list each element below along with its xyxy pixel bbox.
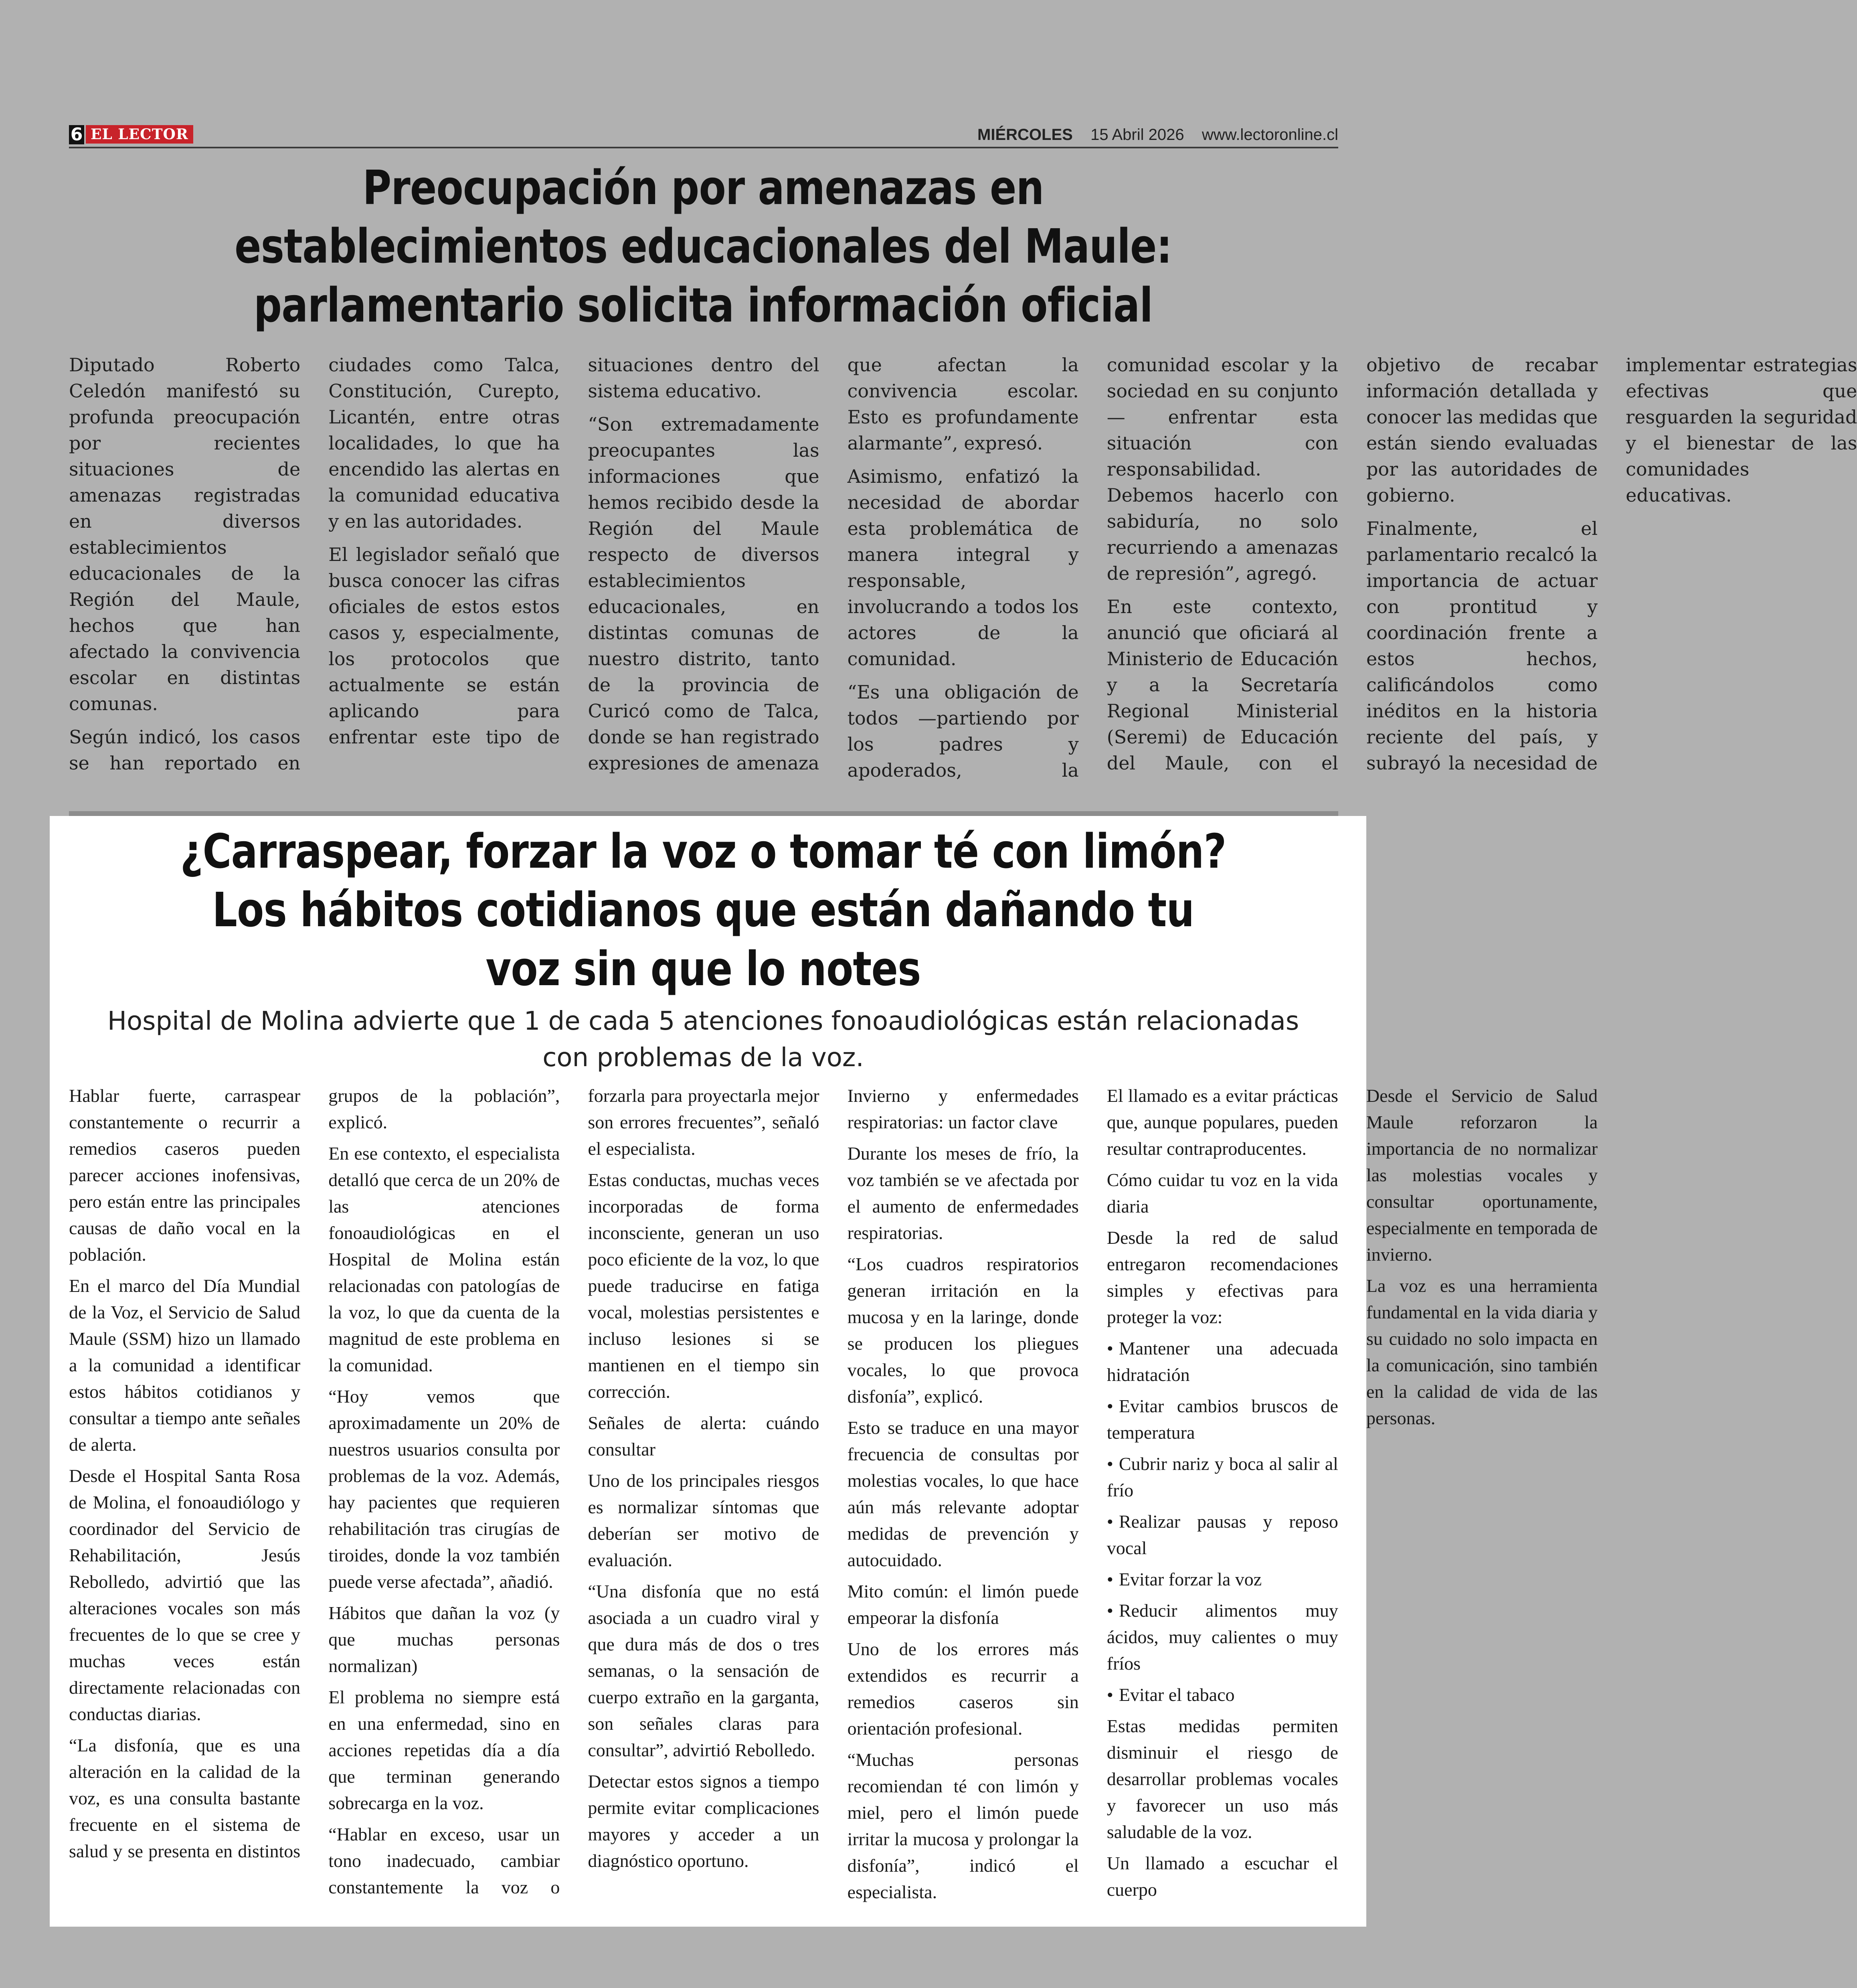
article2-bullet: • Evitar forzar la voz	[1107, 1566, 1338, 1593]
article2-body	[69, 1083, 1598, 1909]
article2-paragraph: El problema no siempre está en una enfermedad, sino en acciones repetidas día a día que terminan generando sobrecarga en la voz.	[328, 1687, 560, 1813]
article2-paragraph: El llamado es a evitar prácticas que, aunque populares, pueden resultar contraproducentes.	[1107, 1085, 1338, 1159]
article2-paragraph: Durante los meses de frío, la voz también se ve afectada por el aumento de enfermedades respiratorias.	[847, 1143, 1079, 1243]
article2-bullet: • Mantener una adecuada hidratación	[1107, 1335, 1338, 1388]
article1-body	[69, 352, 1857, 802]
dateline	[977, 124, 1338, 145]
article2-paragraph: La voz es una herramienta fundamental en la vida diaria y su cuidado no solo impacta en la comunicación, sino también en la calidad de vida de las personas.	[1366, 1275, 1598, 1428]
page-header	[69, 124, 1338, 148]
article2-subheading: Señales de alerta: cuándo consultar	[588, 1413, 819, 1460]
article1-paragraph: Finalmente, el parlamentario recalcó la importancia de actuar con prontitud y coordinación frente a estos hechos, calificándolos como inéditos en la historia reciente del país, y subrayó la necesidad de implementar estrategias efectivas que resguarden la seguridad y el bienestar de las comunidades educativas.	[1366, 354, 1857, 774]
article1-paragraph: “Son extremadamente preocupantes las informaciones que hemos recibido desde la Región del Maule respecto de diversos establecimientos educacionales, en distintas comunas de nuestro distrito, tanto de la provincia de Curicó como de Talca, donde se han registrado expresiones de amenaza que afectan la convivencia escolar. Esto es profundamente alarmante”, expresó.	[588, 354, 1079, 774]
article2-subheading: Un llamado a escuchar el cuerpo	[1107, 1853, 1338, 1900]
section-divider	[69, 811, 1338, 816]
article2-bullet: • Realizar pausas y reposo vocal	[1107, 1508, 1338, 1561]
article2-paragraph: Detectar estos signos a tiempo permite evitar complicaciones mayores y acceder a un diagnóstico oportuno.	[588, 1771, 819, 1871]
article1-paragraph: Según indicó, los casos se han reportado en ciudades como Talca, Constitución, Curepto, Licantén, entre otras localidades, lo que ha encendido las alertas en la comunidad educativa y en las autoridades.	[69, 354, 560, 774]
article2-paragraph: “Muchas personas recomiendan té con limón y miel, pero el limón puede irritar la mucosa y prolongar la disfonía”, indicó el especialista.	[847, 1749, 1079, 1902]
article1-paragraph: El legislador señaló que busca conocer las cifras oficiales de estos estos casos y, especialmente, los protocolos que actualmente se están aplicando para enfrentar este tipo de situaciones dentro del sistema educativo.	[328, 354, 819, 748]
article2-paragraph: Uno de los errores más extendidos es recurrir a remedios caseros sin orientación profesional.	[847, 1639, 1079, 1739]
article1-paragraph: “Es una obligación de todos —partiendo por los padres y apoderados, la comunidad escolar y la sociedad en su conjunto— enfrentar esta situación con responsabilidad. Debemos hacerlo con sabiduría, no solo recurriendo a amenazas de represión”, agregó.	[847, 354, 1338, 781]
article1-paragraph: Diputado Roberto Celedón manifestó su profunda preocupación por recientes situaciones de amenazas registradas en diversos establecimientos educacionales de la Región del Maule, hechos que han afectado la convivencia escolar en distintas comunas.	[69, 354, 301, 715]
article2-paragraph: Desde el Hospital Santa Rosa de Molina, el fonoaudiólogo y coordinador del Servicio de Rehabilitación, Jesús Rebolledo, advirtió que las alteraciones vocales son más frecuentes de lo que se cree y muchas veces están directamente relacionadas con conductas diarias.	[69, 1466, 301, 1724]
article2-bullet: • Reducir alimentos muy ácidos, muy calientes o muy fríos	[1107, 1597, 1338, 1677]
article2-paragraph: “Una disfonía que no está asociada a un cuadro viral y que dura más de dos o tres semanas, o la sensación de cuerpo extraño en la garganta, son señales claras para consultar”, advirtió Rebolledo.	[588, 1581, 819, 1760]
dateline-day: MIÉRCOLES	[977, 126, 1073, 144]
article2-bullet: • Evitar el tabaco	[1107, 1682, 1338, 1708]
article2-paragraph: “Hoy vemos que aproximadamente un 20% de nuestros usuarios consulta por problemas de la voz. Además, hay pacientes que requieren rehabilitación tras cirugías de tiroides, donde la voz también puede verse afectada”, añadió.	[328, 1386, 560, 1592]
article2-paragraph: “Los cuadros respiratorios generan irritación en la mucosa y en la laringe, donde se producen los pliegues vocales, lo que provoca disfonía”, explicó.	[847, 1254, 1079, 1407]
article2-subheading: Cómo cuidar tu voz en la vida diaria	[1107, 1170, 1338, 1217]
article2-subheading: Invierno y enfermedades respiratorias: un factor clave	[847, 1085, 1079, 1132]
dateline-website: www.lectoronline.cl	[1202, 126, 1338, 144]
article2-paragraph: En el marco del Día Mundial de la Voz, el Servicio de Salud Maule (SSM) hizo un llamado a la comunidad a identificar estos hábitos cotidianos y consultar a tiempo ante señales de alerta.	[69, 1275, 301, 1455]
dateline-date: 15 Abril 2026	[1090, 126, 1184, 144]
article2-subheading: Hábitos que dañan la voz (y que muchas personas normalizan)	[328, 1603, 560, 1676]
article2-paragraph: Desde el Servicio de Salud Maule reforzaron la importancia de no normalizar las molestias vocales y consultar oportunamente, especialmente en temporada de invierno.	[1366, 1085, 1598, 1265]
article2-paragraph: Estas medidas permiten disminuir el riesgo de desarrollar problemas vocales y favorecer un uso más saludable de la voz.	[1107, 1716, 1338, 1842]
article2-paragraph: Estas conductas, muchas veces incorporadas de forma inconsciente, generan un uso poco eficiente de la voz, lo que puede traducirse en fatiga vocal, molestias persistentes e incluso lesiones si se mantienen en el tiempo sin corrección.	[588, 1170, 819, 1402]
article2-paragraph: Uno de los principales riesgos es normalizar síntomas que deberían ser motivo de evaluación.	[588, 1470, 819, 1570]
article2-bullet: • Evitar cambios bruscos de temperatura	[1107, 1393, 1338, 1446]
newspaper-logo: EL LECTOR	[86, 125, 193, 144]
article2-paragraph: Desde la red de salud entregaron recomendaciones simples y efectivas para proteger la voz:	[1107, 1227, 1338, 1327]
article2-subheading: Mito común: el limón puede empeorar la disfonía	[847, 1581, 1079, 1628]
article2-paragraph: Esto se traduce en una mayor frecuencia de consultas por molestias vocales, lo que hace aún más relevante adoptar medidas de prevención y autocuidado.	[847, 1417, 1079, 1570]
page-number: 6	[69, 125, 84, 144]
article2-paragraph: En ese contexto, el especialista detalló que cerca de un 20% de las atenciones fonoaudiológicas en el Hospital de Molina están relacionadas con patologías de la voz, lo que da cuenta de la magnitud de este problema en la comunidad.	[328, 1143, 560, 1375]
article1-headline: Preocupación por amenazas en establecimientos educacionales del Maule: parlamentario solicita información oficial	[235, 160, 1172, 333]
article2-headline: ¿Carraspear, forzar la voz o tomar té con limón? Los hábitos cotidianos que están dañando tu voz sin que lo notes	[180, 824, 1226, 996]
article2-paragraph: “Hablar en exceso, usar un tono inadecuado, cambiar constantemente la voz o forzarla para proyectarla mejor son errores frecuentes”, señaló el especialista.	[328, 1085, 819, 1897]
article2-paragraph: “La disfonía, que es una alteración en la calidad de la voz, es una consulta bastante frecuente en el sistema de salud y se presenta en distintos grupos de la población”, explicó.	[69, 1085, 560, 1861]
article1-paragraph: En este contexto, anunció que oficiará al Ministerio de Educación y a la Secretaría Regional Ministerial (Seremi) de Educación del Maule, con el objetivo de recabar información detallada y conocer las medidas que están siendo evaluadas por las autoridades de gobierno.	[1107, 354, 1598, 774]
article2-paragraph: Hablar fuerte, carraspear constantemente o recurrir a remedios caseros pueden parecer acciones inofensivas, pero están entre las principales causas de daño vocal en la población.	[69, 1085, 301, 1265]
article1-paragraph: Asimismo, enfatizó la necesidad de abordar esta problemática de manera integral y responsable, involucrando a todos los actores de la comunidad.	[847, 466, 1079, 670]
article2-bullet: • Cubrir nariz y boca al salir al frío	[1107, 1451, 1338, 1504]
article2-subtitle: Hospital de Molina advierte que 1 de cada 5 atenciones fonoaudiológicas están relacionadas con problemas de la voz.	[107, 1006, 1299, 1073]
